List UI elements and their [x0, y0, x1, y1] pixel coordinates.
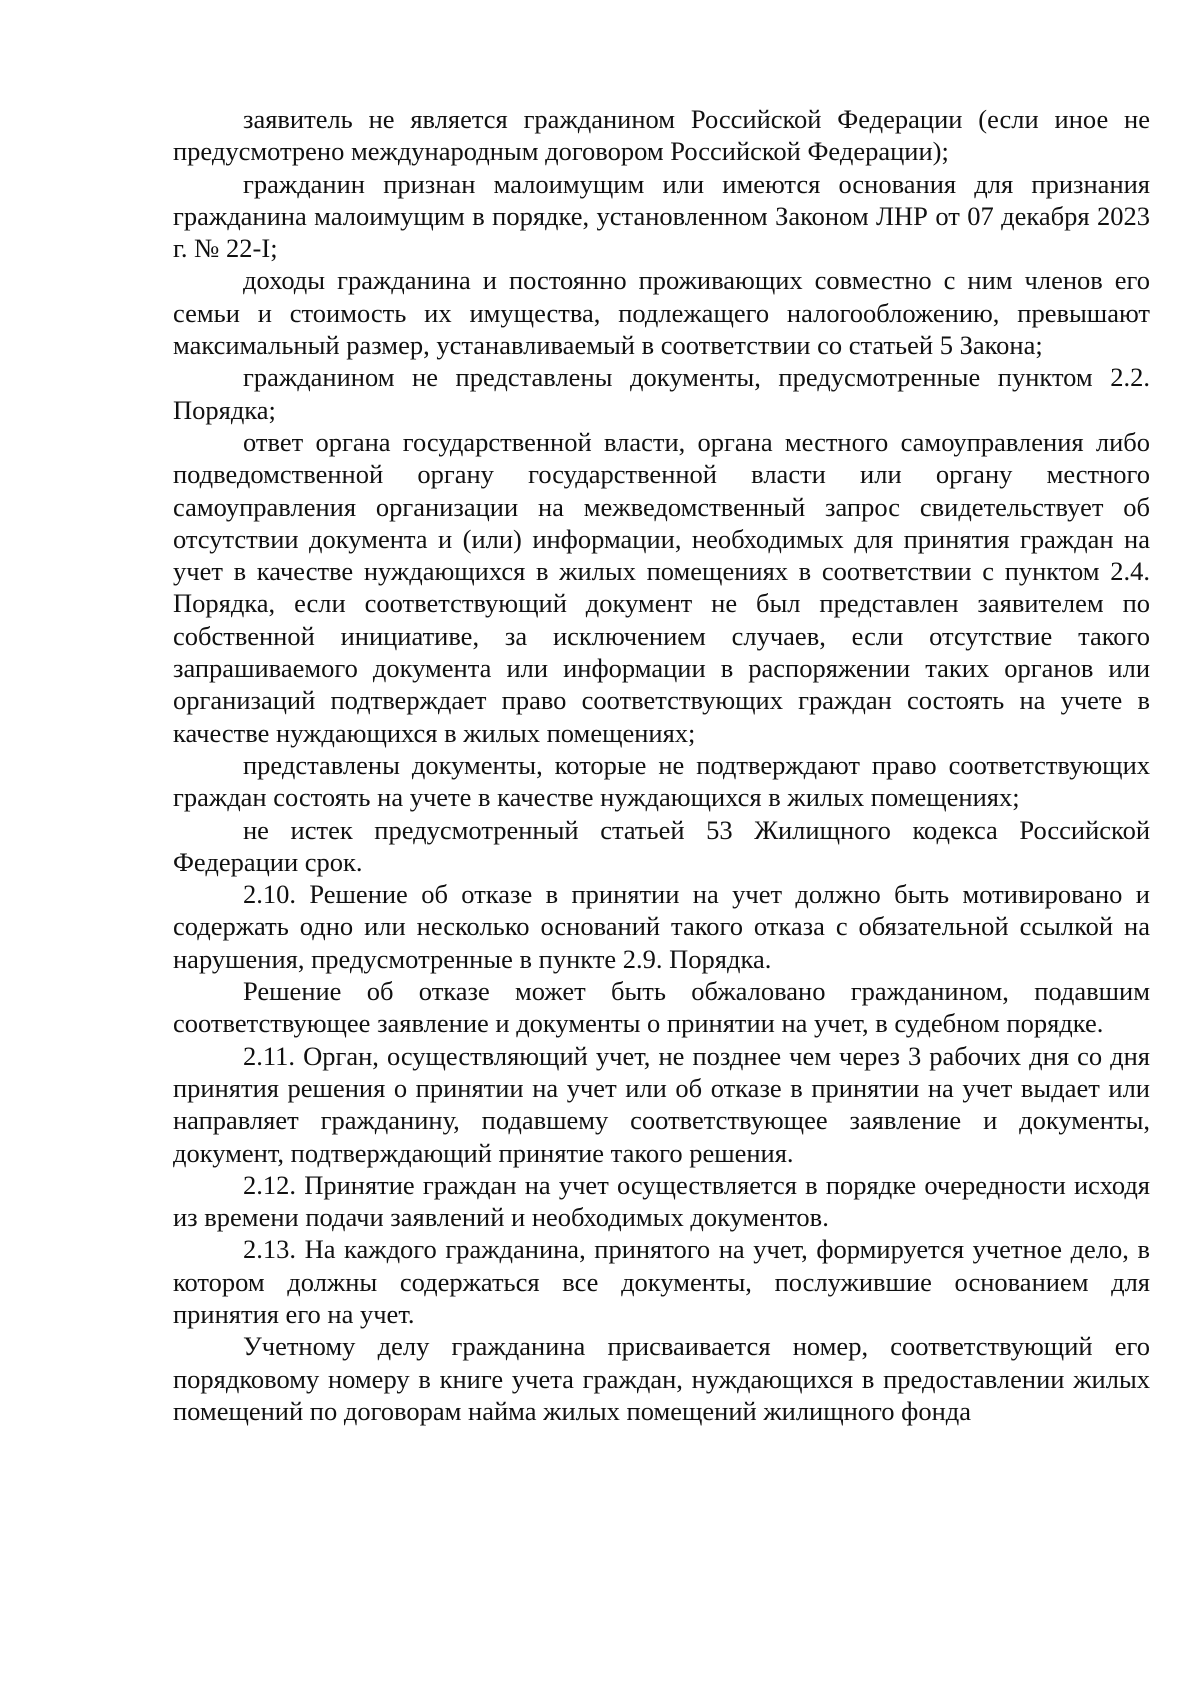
- paragraph-2-11: 2.11. Орган, осуществляющий учет, не позднее чем через 3 рабочих дня со дня принятия решения о принятии на учет или об отказе в принятии на учет выдает или направляет гражданину, подавшему соответствующее заявление и документы, документ, подтверждающий принятие такого решения.: [173, 1040, 1150, 1168]
- paragraph-term-not-expired: не истек предусмотренный статьей 53 Жилищного кодекса Российской Федерации срок.: [173, 814, 1150, 877]
- paragraph-interagency-response: ответ органа государственной власти, органа местного самоуправления либо подведомственной органу государственной власти или органу местного самоуправления организации на межведомственный запрос свидетельствует об отсутствии документа и (или) информации, необходимых для принятия граждан на учет в качестве нуждающихся в жилых помещениях в соответствии с пунктом 2.4. Порядка, если соответствующий документ не был представлен заявителем по собственной инициативе, за исключением случаев, если отсутствие такого запрашиваемого документа или информации в распоряжении таких органов или организаций подтверждает право соответствующих граждан состоять на учете в качестве нуждающихся в жилых помещениях;: [173, 426, 1150, 748]
- paragraph-low-income: гражданин признан малоимущим или имеются основания для признания гражданина малоимущим в порядке, установленном Законом ЛНР от 07 декабря 2023 г. № 22-I;: [173, 168, 1150, 264]
- paragraph-documents-missing: гражданином не представлены документы, предусмотренные пунктом 2.2. Порядка;: [173, 362, 1150, 425]
- document-page: [173, 103, 1150, 1427]
- paragraph-documents-not-confirm: представлены документы, которые не подтверждают право соответствующих граждан состоять на учете в качестве нуждающихся в жилых помещениях;: [173, 749, 1150, 813]
- paragraph-2-12: 2.12. Принятие граждан на учет осуществляется в порядке очередности исходя из времени подачи заявлений и необходимых документов.: [173, 1169, 1150, 1233]
- paragraph-2-13: 2.13. На каждого гражданина, принятого на учет, формируется учетное дело, в котором должны содержаться все документы, послужившие основанием для принятия его на учет.: [173, 1234, 1150, 1329]
- paragraph-income-exceeds: доходы гражданина и постоянно проживающих совместно с ним членов его семьи и стоимость их имущества, подлежащего налогообложению, превышают максимальный размер, устанавливаемый в соответствии со статьей 5 Закона;: [173, 265, 1150, 361]
- paragraph-2-10: 2.10. Решение об отказе в принятии на учет должно быть мотивировано и содержать одно или несколько оснований такого отказа с обязательной ссылкой на нарушения, предусмотренные в пункте 2.9. Порядка.: [173, 879, 1150, 974]
- paragraph-appeal: Решение об отказе может быть обжаловано гражданином, подавшим соответствующее заявление и документы о принятии на учет, в судебном порядке.: [173, 976, 1150, 1039]
- paragraph-applicant-not-citizen: заявитель не является гражданином Российской Федерации (если иное не предусмотрено международным договором Российской Федерации);: [173, 104, 1150, 167]
- paragraph-record-number: Учетному делу гражданина присваивается номер, соответствующий его порядковому номеру в книге учета граждан, нуждающихся в предоставлении жилых помещений по договорам найма жилых помещений жилищного фонда: [173, 1331, 1150, 1426]
